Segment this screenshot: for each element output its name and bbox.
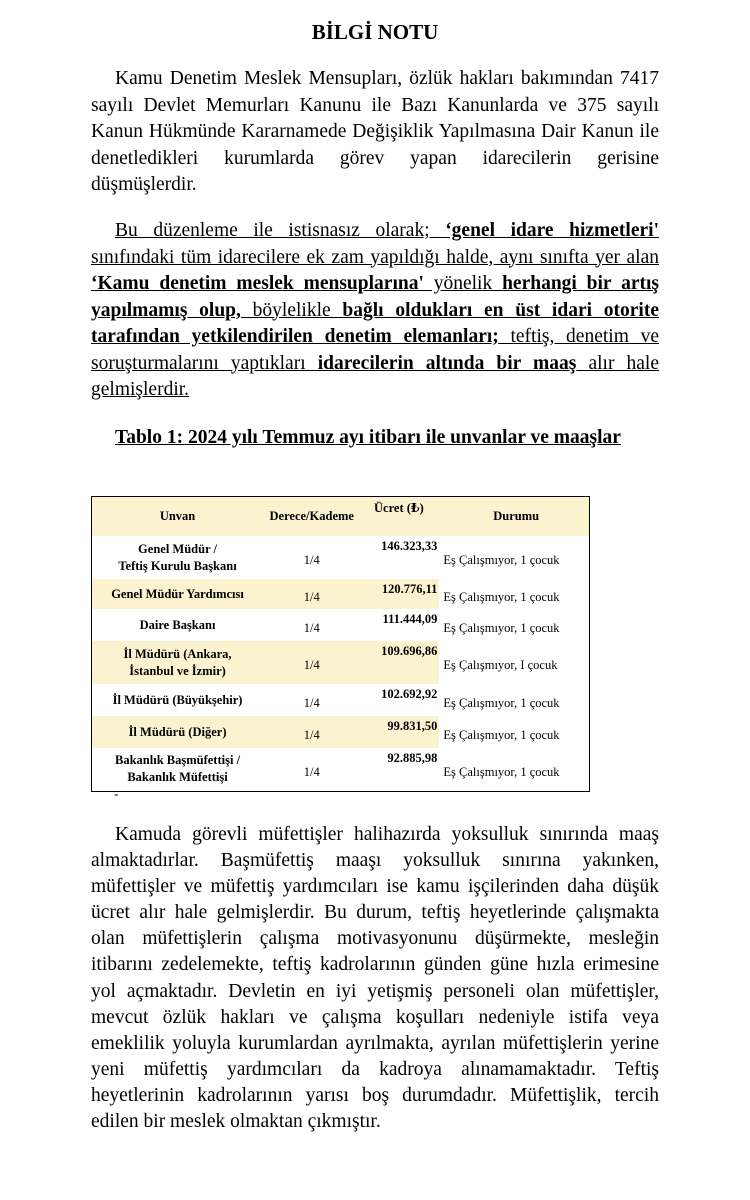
paragraph-inspectors: Kamuda görevli müfettişler halihazırda yoksulluk sınırında maaş almaktadırlar. Başmüfettiş maaşı yoksulluk sınırına yakınken, müfettişler ve müfettiş yardımcıları ise kamu işçilerinden daha düşük ücret alır hale gelmişlerdir. Bu durum, teftiş heyetlerinde çalışmakta olan müfettişlerin çalışma motivasyonunu düşürmekte, mesleğin itibarını zedelemekte, teftiş kadrolarının günden güne hızla erimesine yol açmaktadır. Devletin en iyi yetişmiş personeli olan müfettişler, mevcut özlük hakları ve çalışma koşulları nedeniyle istifa veya emeklilik yoluyla kurumlardan ayrılmakta, ayrılan müfettişlerin yerine yeni müfettiş yardımcıları da kadroya alınamamaktadır. Teftiş heyetlerinin kadrolarının yarısı boş durumdadır. Müfettişlik, tercih edilen bir meslek olmaktan çıkmıştır. [91,824,659,1133]
cell-derece: 1/4 [303,695,320,710]
cell-derece: 1/4 [263,641,360,684]
header-unvan: Unvan [92,497,264,537]
table-row [92,609,590,641]
cell-durum: Eş Çalışmıyor, 1 çocuk [443,695,560,710]
dash-mark: - [114,786,119,801]
cell-derece: 1/4 [303,620,320,635]
table-row [92,536,590,579]
paragraph-regulation-bold-2: ‘Kamu denetim meslek mensuplarına' [91,273,424,294]
cell-durum: Eş Çalışmıyor, I çocuk [443,658,558,672]
table-row [92,684,590,716]
paragraph-intro: Kamu Denetim Meslek Mensupları, özlük hakları bakımından 7417 sayılı Devlet Memurları Kanunu ile Bazı Kanunlarda ve 375 sayılı Kanun Hükmünde Kararnamede Değişiklik Yapılmasına Dair Kanun ile denetledikleri kurumlarda görev yapan idarecilerin gerisine düşmüşlerdir. [91,68,659,195]
cell-ucret: 109.696,86 [360,641,439,684]
cell-unvan-line1: Genel Müdür / [138,541,217,556]
cell-derece: 1/4 [263,716,360,748]
cell-durum: Eş Çalışmıyor, 1 çocuk [443,553,560,567]
cell-ucret: 99.831,50 [360,716,439,748]
paragraph-regulation-bold-3: herhangi bir artış yapılmamış olup, [91,273,659,321]
header-durum: Durumu [439,497,589,537]
document-title: BİLGİ NOTU [311,20,439,44]
cell-durum: Eş Çalışmıyor, 1 çocuk [443,589,560,604]
cell-ucret: 102.692,92 [381,687,438,701]
cell-unvan: İl Müdürü (Diğer) [92,716,264,748]
cell-unvan [92,641,264,684]
cell-unvan-line2: Teftiş Kurulu Başkanı [118,558,237,573]
paragraph-regulation-text-2: sınıfındaki tüm idarecilere ek zam yapıldığı halde, aynı sınıfta yer alan [91,246,659,268]
paragraph-regulation-text-5: teftiş, denetim ve soruşturmalarını yaptıkları [91,326,659,374]
cell-unvan: Daire Başkanı [139,617,216,632]
cell-unvan-line1: Bakanlık Başmüfettişi / [115,753,241,768]
cell-unvan-line2: Bakanlık Müfettişi [127,770,228,785]
cell-unvan: Genel Müdür Yardımcısı [92,579,264,609]
cell-derece: 1/4 [303,553,320,567]
paragraph-regulation-text-6: alır hale gelmişlerdir. [91,352,659,400]
header-ucret: Ücret (₺) [360,497,439,537]
cell-unvan [92,536,264,579]
cell-durum: Eş Çalışmıyor, 1 çocuk [443,764,560,779]
table-row [92,579,590,609]
cell-ucret: 111.444,09 [382,612,438,626]
header-derece: Derece/Kademe [263,497,360,537]
salary-table [91,496,590,792]
cell-unvan-line1: İl Müdürü (Ankara, [123,646,232,661]
cell-ucret: 120.776,11 [360,579,439,609]
cell-ucret: 146.323,33 [381,539,438,553]
cell-ucret: 92.885,98 [387,751,438,765]
paragraph-regulation [91,218,659,404]
paragraph-regulation-bold-1: ‘genel idare hizmetleri' [445,220,659,241]
paragraph-regulation-text-4: böylelikle [240,299,343,321]
cell-durum: Eş Çalışmıyor, 1 çocuk [443,727,560,742]
cell-unvan: İl Müdürü (Büyükşehir) [112,692,243,707]
table-header-row [92,497,590,537]
paragraph-regulation-bold-5: idarecilerin altında bir maaş [317,352,577,374]
cell-unvan [92,748,264,791]
table-row [92,748,590,791]
paragraph-regulation-text-3: yönelik [423,273,503,294]
cell-unvan-line2: İstanbul ve İzmir) [129,663,226,678]
table-row [92,716,590,748]
table-row [92,641,590,684]
cell-derece: 1/4 [263,579,360,609]
paragraph-regulation-text-1: Bu düzenleme ile istisnasız olarak; [115,220,446,241]
table-caption: Tablo 1: 2024 yılı Temmuz ayı itibarı ile unvanlar ve maaşlar [115,427,621,448]
cell-derece: 1/4 [303,764,320,779]
cell-durum: Eş Çalışmıyor, 1 çocuk [443,620,560,635]
paragraph-regulation-bold-4: bağlı oldukları en üst idari otorite tarafından yetkilendirilen denetim elemanları; [91,299,659,347]
